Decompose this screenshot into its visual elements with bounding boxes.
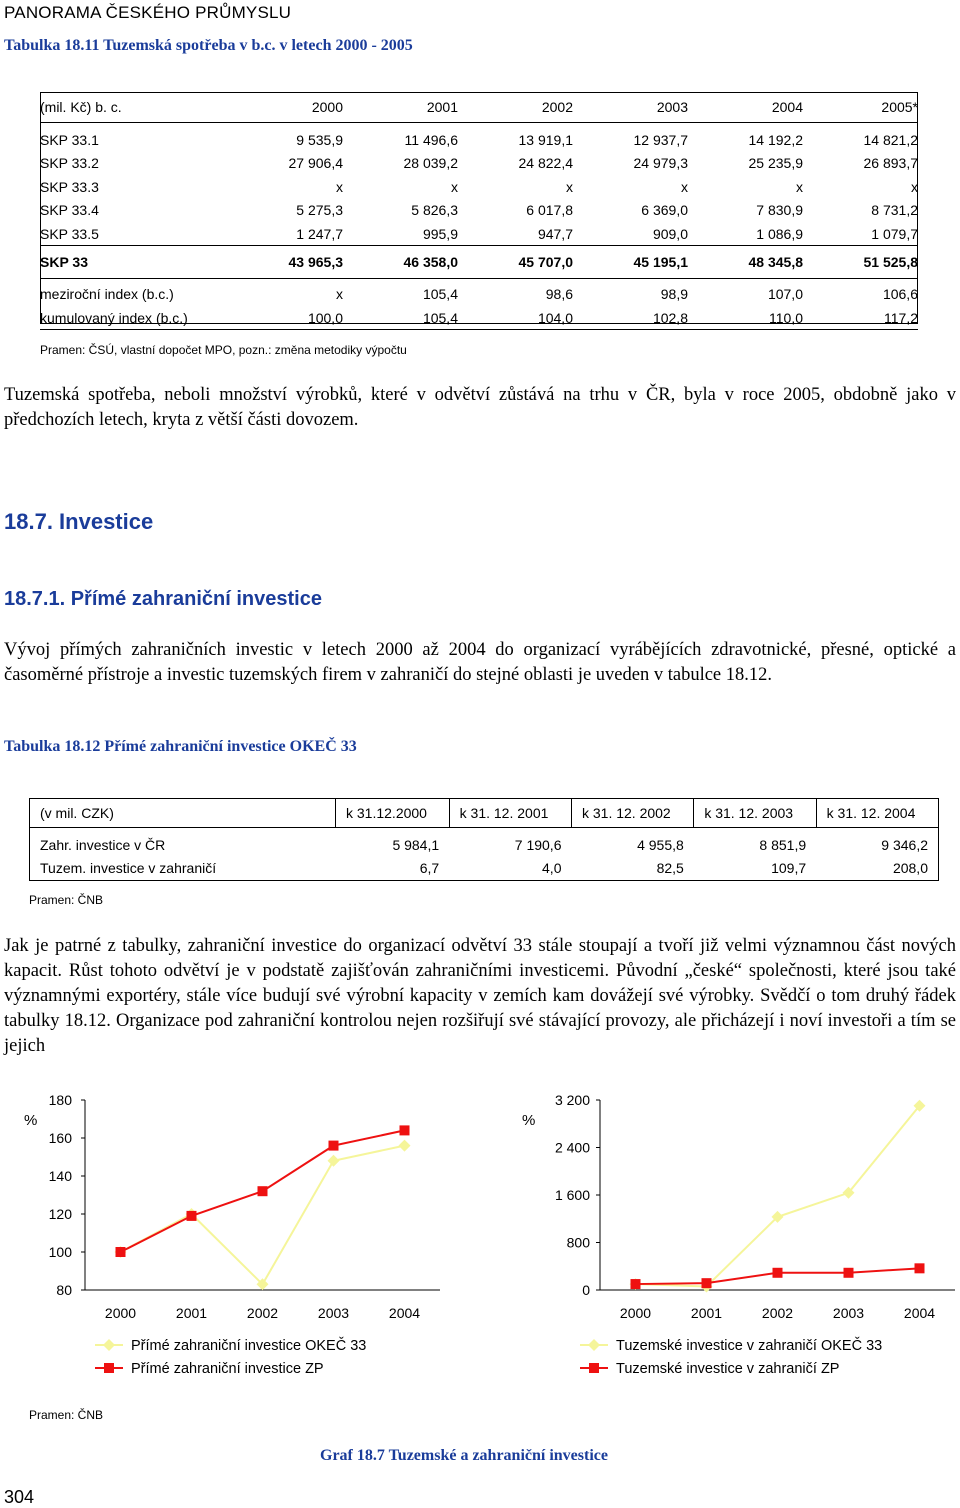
table2-header: k 31. 12. 2003 (694, 799, 816, 828)
cell: 26 893,7 (863, 155, 918, 172)
cell: 6,7 (419, 860, 440, 877)
x-tick-label: 2002 (761, 1305, 794, 1321)
x-tick-label: 2004 (388, 1305, 421, 1321)
table2-caption: Tabulka 18.12 Přímé zahraniční investice OKEČ 33 (4, 738, 357, 755)
section-heading: 18.7. Investice (4, 509, 154, 534)
cell: 100,0 (228, 306, 343, 330)
table1-year: 2001 (426, 98, 458, 115)
legend-marker (103, 1339, 115, 1351)
cell: 110,0 (688, 306, 803, 330)
row-label: Zahr. investice v ČR (40, 836, 166, 853)
y-tick-label: 1 600 (554, 1187, 590, 1203)
cell: 7 830,9 (756, 202, 803, 219)
row-label: SKP 33.5 (40, 222, 228, 246)
cell: 11 496,6 (404, 131, 458, 148)
table1-year: 2000 (311, 98, 343, 115)
cell: 24 822,4 (518, 155, 573, 172)
cell: 109,7 (771, 860, 807, 877)
cell: x (336, 286, 343, 303)
y-tick-label: 2 400 (554, 1139, 590, 1156)
row-label: SKP 33 (40, 246, 228, 279)
cell: 14 821,2 (863, 131, 918, 148)
table1-caption: Tabulka 18.11 Tuzemská spotřeba v b.c. v letech 2000 - 2005 (4, 37, 413, 54)
cell: 46 358,0 (343, 246, 458, 279)
graph-source: Pramen: ČNB (29, 1408, 104, 1422)
paragraph: Tuzemská spotřeba, neboli množství výrobků, které v odvětví zůstává na trhu v ČR, byla v roce 2005, obdobně jako v předchozích letech, kryta z větší části dovozem. (4, 385, 956, 430)
table1-unit: (mil. Kč) b. c. (40, 98, 122, 115)
cell: 106,6 (882, 286, 918, 303)
cell: x (681, 178, 688, 195)
table-row (40, 199, 918, 223)
table2-header: k 31. 12. 2002 (571, 799, 693, 828)
table2 (29, 798, 939, 881)
cell: 104,0 (458, 306, 573, 330)
table-row (40, 306, 918, 330)
running-header: PANORAMA ČESKÉHO PRŮMYSLU (4, 3, 292, 22)
cell: 14 192,2 (748, 131, 803, 148)
cell: 5 826,3 (411, 202, 458, 219)
data-point (915, 1263, 925, 1273)
data-point (773, 1268, 783, 1278)
legend-label: Tuzemské investice v zahraničí OKEČ 33 (616, 1338, 883, 1354)
cell: 947,7 (458, 222, 573, 246)
row-label: meziroční index (b.c.) (40, 286, 174, 303)
table1-year: 2004 (771, 98, 803, 115)
table-row (40, 283, 918, 307)
row-label: SKP 33.2 (40, 155, 99, 172)
cell: 7 190,6 (514, 836, 562, 853)
y-axis-label: % (24, 1112, 38, 1129)
table1-year: 2003 (656, 98, 688, 115)
table2-header: k 31.12.2000 (336, 799, 450, 828)
data-point (187, 1211, 197, 1221)
cell: 107,0 (767, 286, 803, 303)
table-row (30, 833, 939, 857)
cell: 12 937,7 (633, 131, 688, 148)
table2-header: k 31. 12. 2001 (449, 799, 571, 828)
y-tick-label: 180 (48, 1092, 72, 1108)
table-row (30, 857, 939, 881)
y-tick-label: 100 (48, 1244, 72, 1260)
paragraph: Jak je patrné z tabulky, zahraniční investice do organizací odvětví 33 stále stoupají a tvoří již velmi významnou část nových kapacit. Růst tohoto odvětví je v podstatě zajišťován zahraničními investicemi. Původní „české“ společnosti, které jsou také významnými exportéry, stále více budují své výrobní kapacity v zemích kam dovážejí své výrobky. Svědčí o tom druhý řádek tabulky 18.12. Organizace pod zahraniční kontrolou nejen rozšiřují své stávající provozy, ale přicházejí i noví investoři a tím se jejich (4, 936, 956, 1056)
subsection-heading: 18.7.1. Přímé zahraniční investice (4, 588, 322, 610)
y-tick-label: 140 (48, 1168, 72, 1184)
row-label: Tuzem. investice v zahraničí (40, 860, 217, 877)
x-tick-label: 2002 (246, 1305, 279, 1321)
cell: 98,9 (660, 286, 688, 303)
chart-left (0, 1080, 480, 1390)
cell: 4 955,8 (637, 836, 684, 853)
cell: 105,4 (343, 306, 458, 330)
table1 (40, 92, 918, 330)
cell: x (451, 178, 458, 195)
x-tick-label: 2003 (317, 1305, 350, 1321)
cell: 27 906,4 (288, 155, 343, 172)
page-number: 304 (4, 1487, 35, 1507)
legend-label: Přímé zahraniční investice OKEČ 33 (131, 1338, 367, 1354)
data-point (631, 1279, 641, 1289)
cell: 5 275,3 (296, 202, 343, 219)
table1-year: 2002 (541, 98, 573, 115)
cell: 208,0 (892, 860, 928, 877)
cell: 45 707,0 (458, 246, 573, 279)
cell: 1 086,9 (688, 222, 803, 246)
cell: 8 851,9 (759, 836, 807, 853)
data-point (702, 1278, 712, 1288)
table2-header: (v mil. CZK) (30, 799, 336, 828)
x-tick-label: 2004 (903, 1305, 936, 1321)
x-tick-label: 2000 (104, 1305, 137, 1321)
legend-marker (588, 1339, 600, 1351)
series-line (121, 1146, 405, 1285)
y-tick-label: 800 (566, 1234, 590, 1251)
cell: x (911, 178, 918, 195)
y-tick-label: 160 (48, 1130, 72, 1146)
row-label: SKP 33.4 (40, 202, 99, 219)
cell: x (336, 178, 343, 195)
table1-header-row (40, 92, 918, 122)
legend-marker (589, 1363, 599, 1373)
chart-right (480, 1080, 960, 1390)
cell: 25 235,9 (748, 155, 803, 172)
data-point (844, 1268, 854, 1278)
cell: 48 345,8 (688, 246, 803, 279)
data-point (116, 1247, 126, 1257)
cell: 13 919,1 (518, 131, 573, 148)
graph-caption: Graf 18.7 Tuzemské a zahraniční investice (320, 1447, 608, 1464)
table-row (40, 128, 918, 152)
cell: 5 984,1 (392, 836, 440, 853)
table-row (40, 152, 918, 176)
data-point (400, 1125, 410, 1135)
legend-label: Přímé zahraniční investice ZP (131, 1361, 324, 1377)
cell: 909,0 (573, 222, 688, 246)
cell: x (566, 178, 573, 195)
y-tick-label: 0 (582, 1282, 590, 1298)
cell: 6 369,0 (641, 202, 688, 219)
cell: 6 017,8 (526, 202, 573, 219)
y-tick-label: 3 200 (554, 1092, 590, 1108)
cell: 28 039,2 (403, 155, 458, 172)
cell: 995,9 (343, 222, 458, 246)
cell: 1 247,7 (228, 222, 343, 246)
cell: 24 979,3 (633, 155, 688, 172)
cell: 1 079,7 (803, 222, 918, 246)
cell: 102,8 (573, 306, 688, 330)
series-line (636, 1106, 920, 1287)
y-tick-label: 120 (48, 1206, 72, 1222)
table2-source: Pramen: ČNB (29, 893, 104, 907)
cell: 8 731,2 (871, 202, 918, 219)
x-tick-label: 2000 (619, 1305, 652, 1321)
cell: 43 965,3 (228, 246, 343, 279)
data-point (258, 1186, 268, 1196)
cell: x (796, 178, 803, 195)
table2-header-row (30, 799, 939, 828)
y-axis-label: % (522, 1112, 536, 1129)
table-row (40, 222, 918, 246)
table-row-total (40, 246, 918, 279)
data-point (329, 1141, 339, 1151)
cell: 9 535,9 (296, 131, 343, 148)
row-label: SKP 33.3 (40, 178, 99, 195)
cell: 105,4 (422, 286, 458, 303)
table-row (40, 175, 918, 199)
cell: 117,2 (803, 306, 918, 330)
row-label: SKP 33.1 (40, 131, 99, 148)
table2-header: k 31. 12. 2004 (826, 805, 916, 821)
table1-year: 2005* (881, 98, 918, 115)
cell: 9 346,2 (881, 836, 928, 853)
x-tick-label: 2003 (832, 1305, 865, 1321)
cell: 98,6 (545, 286, 573, 303)
x-tick-label: 2001 (175, 1305, 208, 1321)
cell: 51 525,8 (803, 246, 918, 279)
cell: 4,0 (542, 860, 562, 877)
table1-source: Pramen: ČSÚ, vlastní dopočet MPO, pozn.: změna metodiky výpočtu (40, 343, 407, 357)
x-tick-label: 2001 (690, 1305, 723, 1321)
data-point (328, 1155, 340, 1167)
cell: 45 195,1 (573, 246, 688, 279)
row-label: kumulovaný index (b.c.) (40, 306, 228, 330)
legend-marker (104, 1363, 114, 1373)
cell: 82,5 (656, 860, 684, 877)
y-tick-label: 80 (56, 1282, 72, 1298)
legend-label: Tuzemské investice v zahraničí ZP (616, 1361, 840, 1377)
data-point (399, 1140, 411, 1152)
paragraph: Vývoj přímých zahraničních investic v letech 2000 až 2004 do organizací vyrábějících zdravotnické, přesné, optické a časoměrné přístroje a investic tuzemských firem v zahraničí do stejné oblasti je uveden v tabulce 18.12. (4, 640, 956, 685)
